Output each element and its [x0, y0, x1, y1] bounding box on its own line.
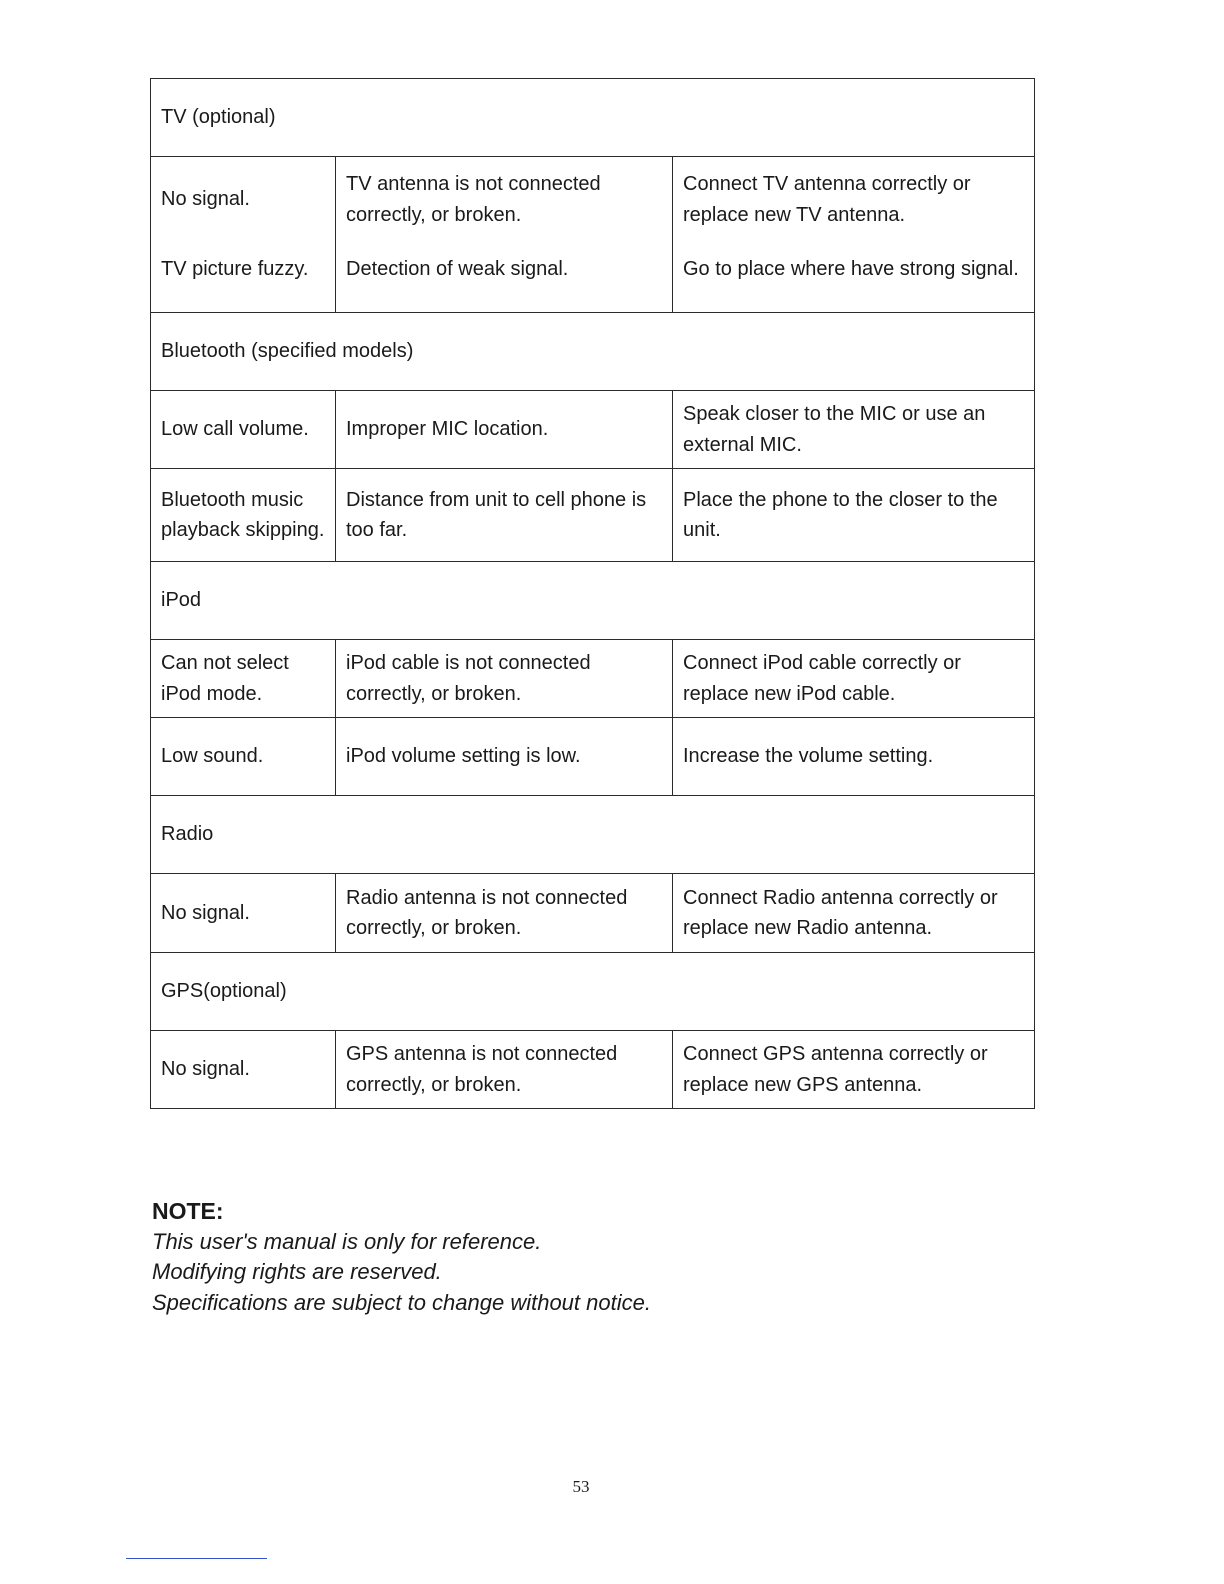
problem-cell: No signal.	[151, 874, 336, 953]
page-number: 53	[572, 1477, 590, 1496]
table-row	[151, 640, 1035, 718]
note-line: Specifications are subject to change without notice.	[152, 1289, 651, 1315]
cause-cell: iPod cable is not connected correctly, or broken.	[336, 640, 673, 718]
table-row	[151, 469, 1035, 562]
table-row	[151, 157, 1035, 313]
solution-cell: Connect Radio antenna correctly or replace new Radio antenna.	[673, 874, 1035, 953]
section-header-bluetooth	[151, 313, 1035, 391]
table-row	[151, 718, 1035, 796]
cause-cell	[336, 157, 673, 313]
problem-cell: Low sound.	[151, 718, 336, 796]
note-heading: NOTE:	[152, 1198, 224, 1224]
section-title: GPS(optional)	[151, 953, 1035, 1031]
solution-cell: Connect GPS antenna correctly or replace new GPS antenna.	[673, 1031, 1035, 1109]
cause-cell: iPod volume setting is low.	[336, 718, 673, 796]
cause-text: Detection of weak signal.	[346, 258, 569, 281]
solution-cell	[673, 157, 1035, 313]
solution-cell: Place the phone to the closer to the unit.	[673, 469, 1035, 562]
footer-rule	[126, 1558, 267, 1559]
note-block	[152, 1196, 651, 1318]
note-line: This user's manual is only for reference.	[152, 1228, 542, 1254]
solution-cell: Speak closer to the MIC or use an external MIC.	[673, 391, 1035, 469]
problem-cell: Can not select iPod mode.	[151, 640, 336, 718]
section-title: TV (optional)	[151, 79, 1035, 157]
cause-text: TV antenna is not connected correctly, or broken.	[346, 173, 601, 226]
section-title: iPod	[151, 562, 1035, 640]
note-line: Modifying rights are reserved.	[152, 1259, 442, 1284]
cause-cell: Radio antenna is not connected correctly, or broken.	[336, 874, 673, 953]
table-row	[151, 874, 1035, 953]
problem-cell: Low call volume.	[151, 391, 336, 469]
section-header-ipod	[151, 562, 1035, 640]
table-row	[151, 1031, 1035, 1109]
solution-text: Go to place where have strong signal.	[683, 258, 1019, 281]
section-header-tv	[151, 79, 1035, 157]
section-title: Radio	[151, 796, 1035, 874]
problem-text: TV picture fuzzy.	[161, 258, 309, 281]
problem-cell: No signal.	[151, 1031, 336, 1109]
problem-cell	[151, 157, 336, 313]
cause-cell: Distance from unit to cell phone is too far.	[336, 469, 673, 562]
solution-text: Connect TV antenna correctly or replace new TV antenna.	[683, 173, 971, 226]
table-row	[151, 391, 1035, 469]
troubleshooting-table	[150, 78, 1035, 1109]
cause-cell: GPS antenna is not connected correctly, or broken.	[336, 1031, 673, 1109]
problem-text: No signal.	[161, 188, 250, 211]
solution-cell: Increase the volume setting.	[673, 718, 1035, 796]
section-title: Bluetooth (specified models)	[151, 313, 1035, 391]
solution-cell: Connect iPod cable correctly or replace new iPod cable.	[673, 640, 1035, 718]
problem-cell: Bluetooth music playback skipping.	[151, 469, 336, 562]
section-header-gps	[151, 953, 1035, 1031]
section-header-radio	[151, 796, 1035, 874]
cause-cell: Improper MIC location.	[336, 391, 673, 469]
